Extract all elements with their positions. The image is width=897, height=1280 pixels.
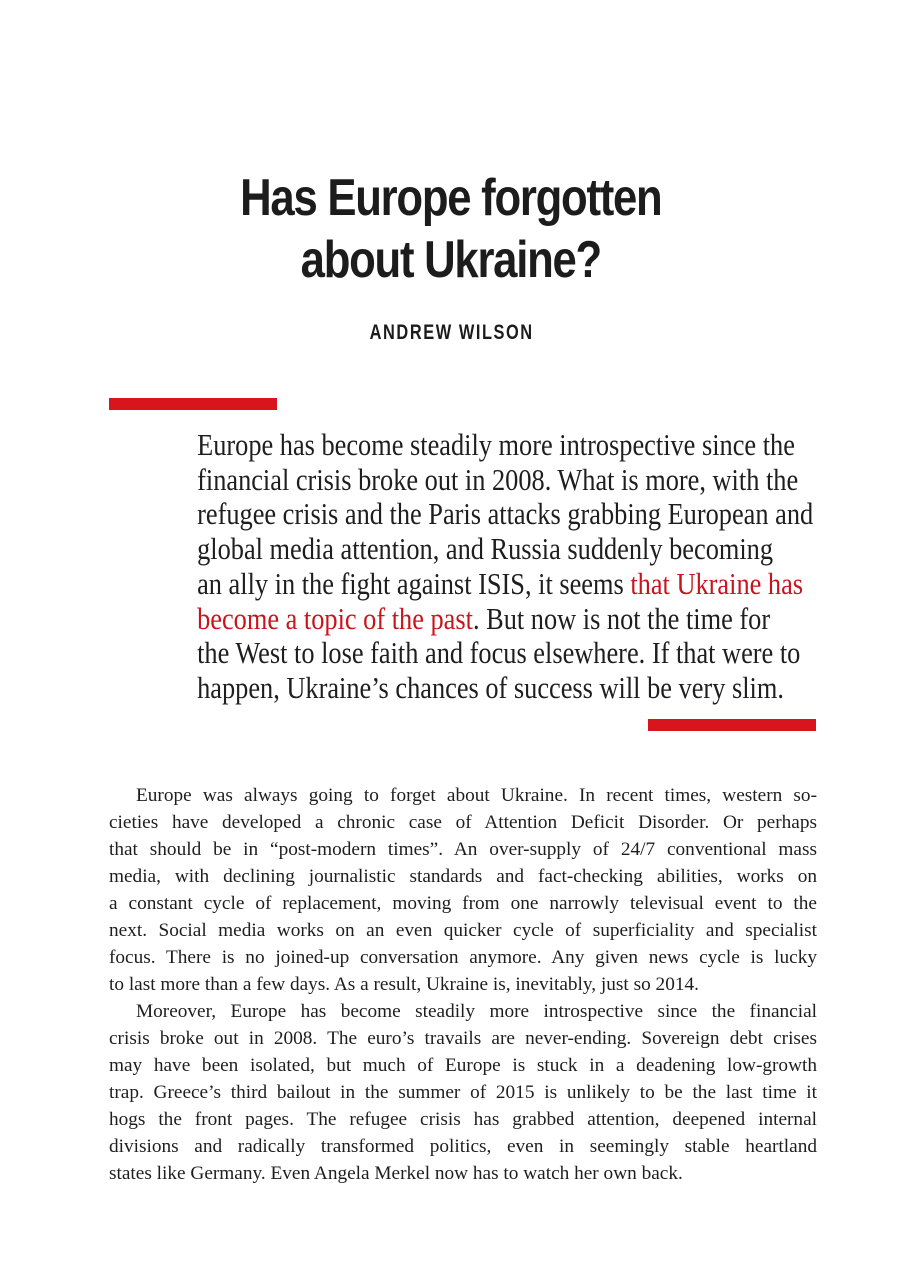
article-title [74,167,827,291]
body-line: divisions and radically transformed politics, even in seemingly stable heartland [109,1136,817,1157]
title-line-2: about Ukraine? [300,230,601,289]
lede-highlight: become a topic of the past [197,600,473,636]
accent-bar-bottom [648,719,816,731]
accent-bar-top [109,398,277,410]
lede-highlight: that Ukraine has [630,565,804,601]
body-line: crisis broke out in 2008. The euro’s travails are never-ending. Sovereign debt crises [109,1028,817,1049]
lede-text: . But now is not the time for [472,600,771,636]
body-line: that should be in “post-modern times”. An over-supply of 24/7 conventional mass [109,839,817,860]
body-line: next. Social media works on an even quicker cycle of superficiality and specialist [109,920,817,941]
lede-text: an ally in the fight against ISIS, it seems [197,565,631,601]
paragraph-1 [109,782,817,998]
lede-line: the West to lose faith and focus elsewhere. If that were to [197,635,801,671]
body-line: Moreover, Europe has become steadily more introspective since the financial [136,1001,817,1022]
lede-line [197,600,771,637]
lede-line: global media attention, and Russia suddenly becoming [197,531,774,567]
paragraph-2 [109,998,817,1187]
body-line: a constant cycle of replacement, moving from one narrowly televisual event to the [109,893,817,914]
body-line: to last more than a few days. As a result, Ukraine is, inevitably, just so 2014. [109,974,699,995]
lede-line: Europe has become steadily more introspective since the [197,427,795,462]
lede-line: refugee crisis and the Paris attacks grabbing European and [197,496,814,532]
author-byline: ANDREW WILSON [369,321,534,344]
body-line: media, with declining journalistic standards and fact-checking abilities, works on [109,866,817,887]
lede-line [197,565,804,602]
lede-line: happen, Ukraine’s chances of success will be very slim. [197,669,784,705]
body-line: cieties have developed a chronic case of Attention Deficit Disorder. Or perhaps [109,812,817,833]
body-line: focus. There is no joined-up conversation anymore. Any given news cycle is lucky [109,947,817,968]
body-line: hogs the front pages. The refugee crisis has grabbed attention, deepened internal [109,1109,817,1130]
body-line: Europe was always going to forget about Ukraine. In recent times, western so- [136,785,817,806]
pull-quote [197,427,814,706]
body-line: trap. Greece’s third bailout in the summer of 2015 is unlikely to be the last time it [109,1082,817,1103]
lede-line: financial crisis broke out in 2008. What is more, with the [197,461,799,497]
body-line: states like Germany. Even Angela Merkel now has to watch her own back. [109,1163,683,1184]
body-line: may have been isolated, but much of Europe is stuck in a deadening low-growth [109,1055,817,1076]
article-body [109,782,817,1187]
title-line-1: Has Europe forgotten [240,168,662,227]
